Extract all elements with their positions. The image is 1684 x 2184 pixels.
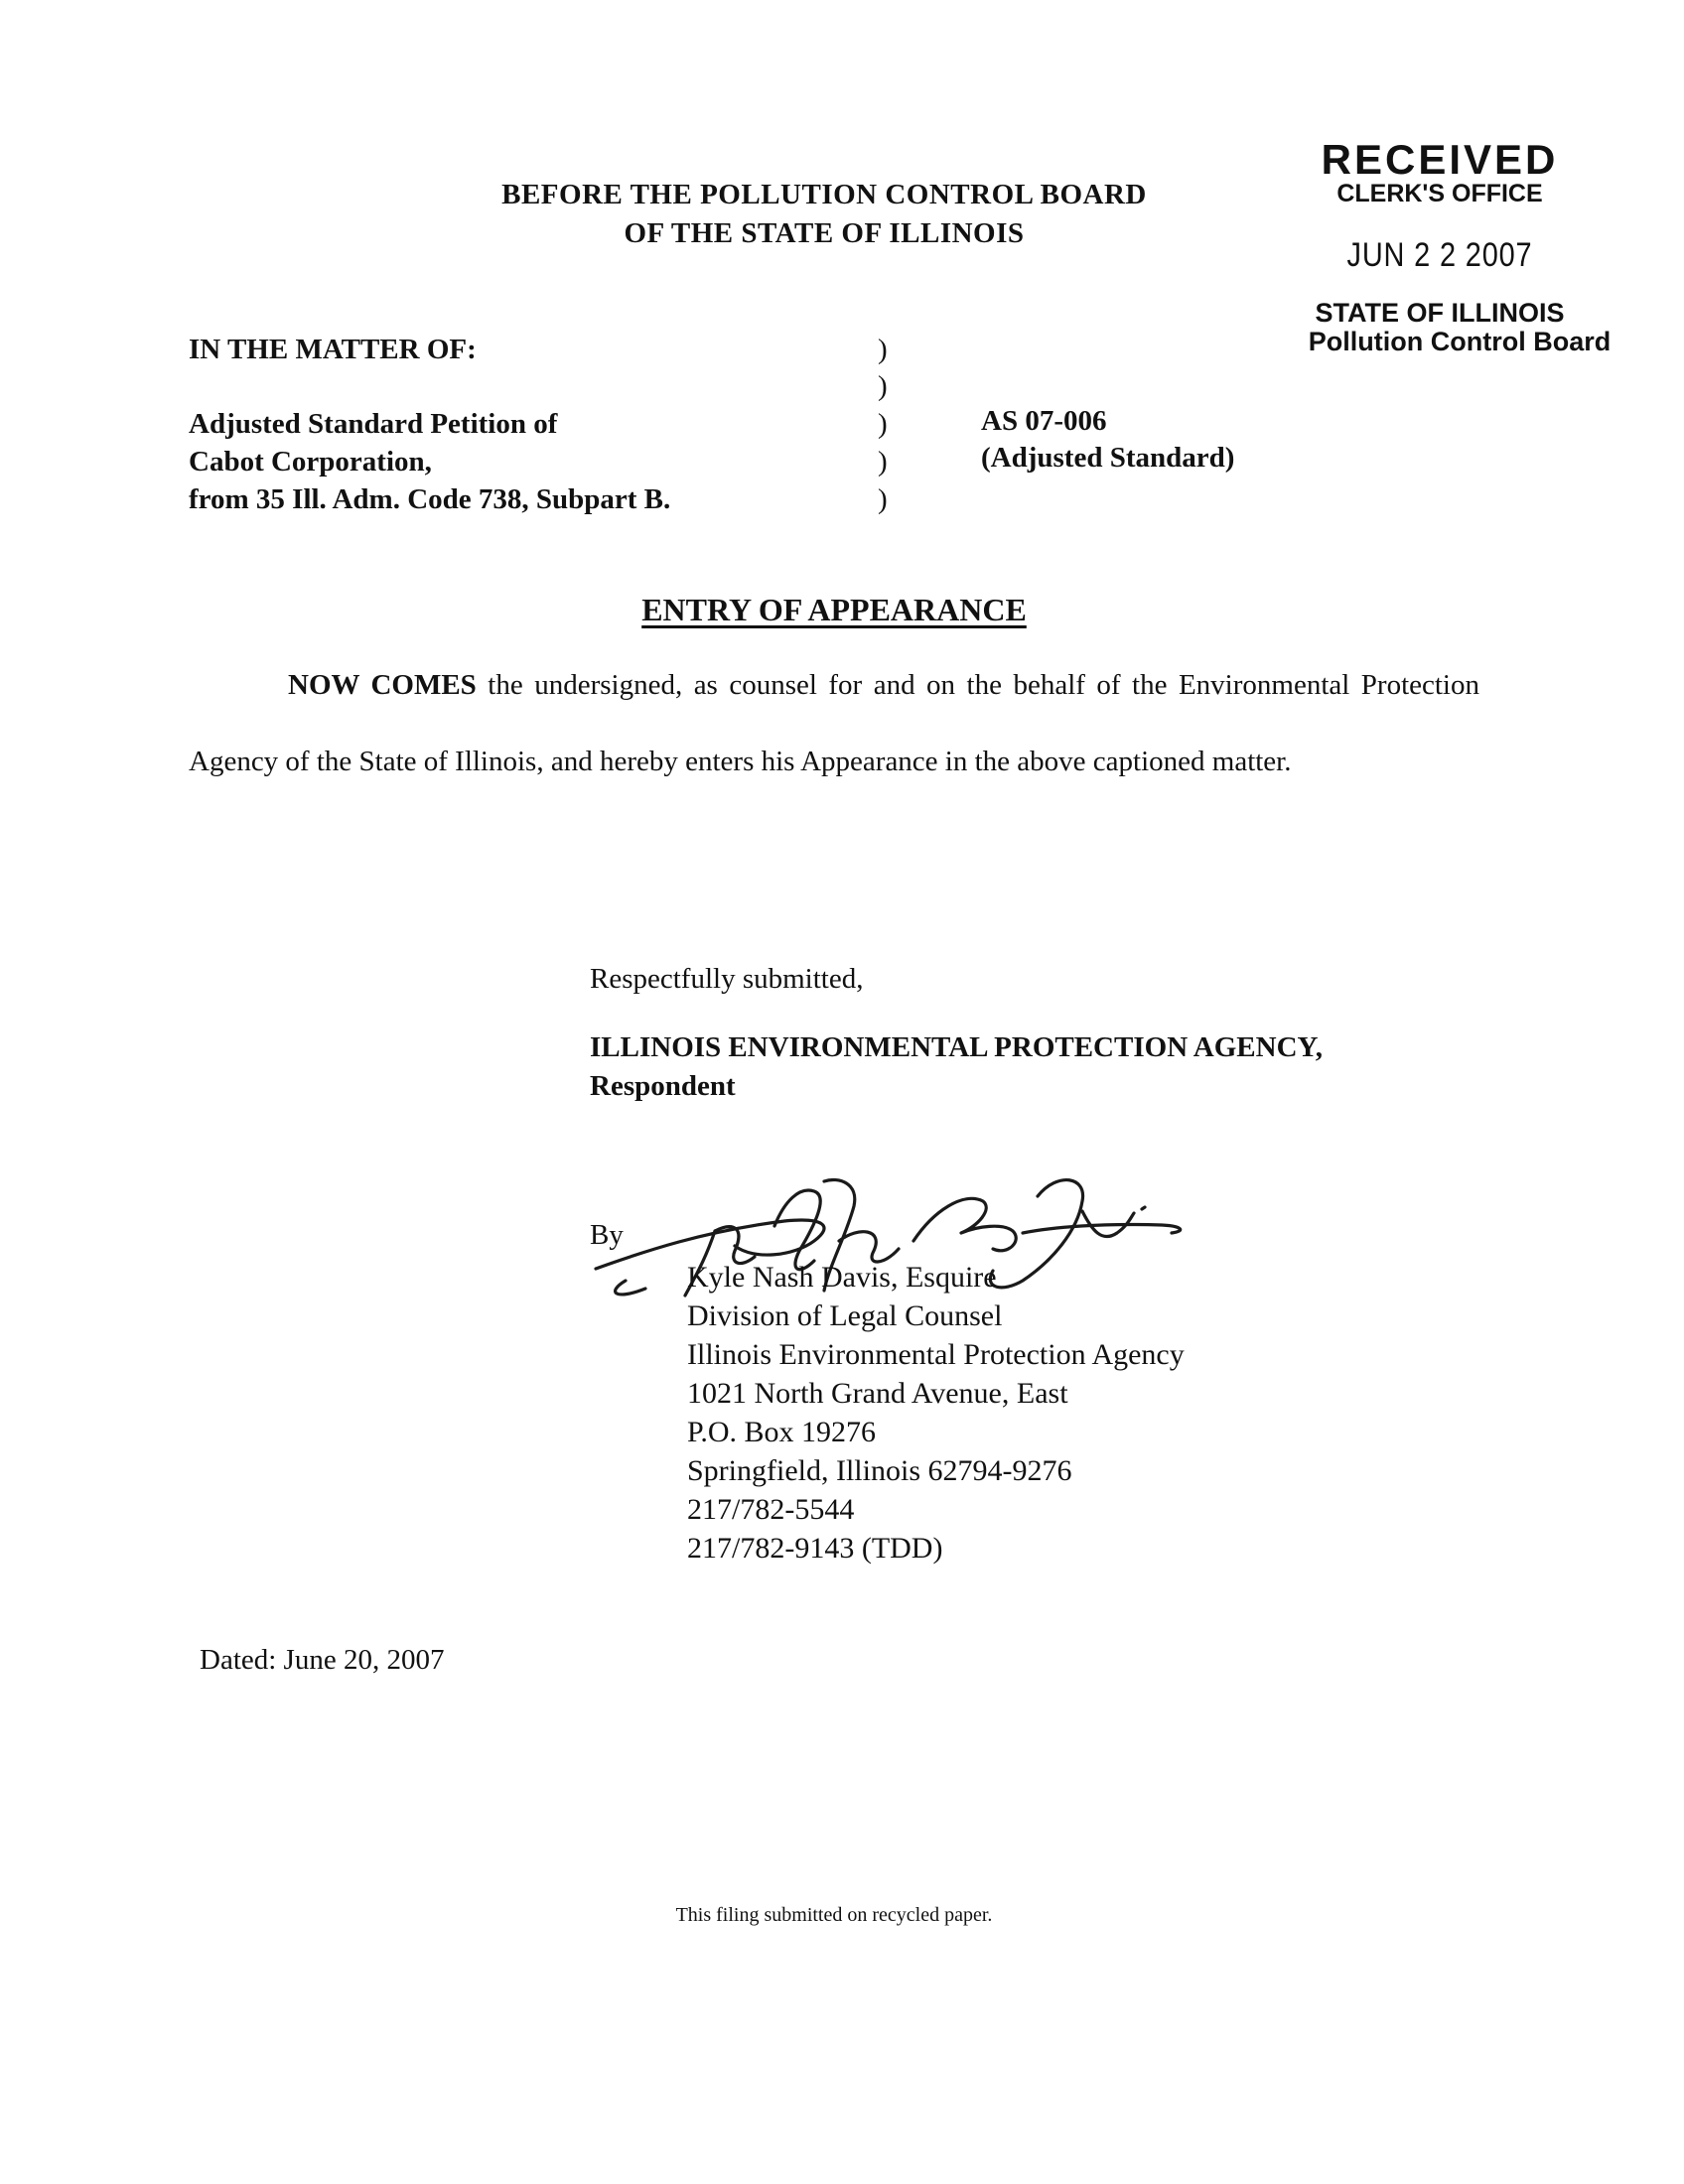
signer-address-block (687, 1258, 1185, 1568)
caption-paren: ) (878, 408, 888, 440)
caption-paren: ) (878, 370, 888, 402)
dated-line: Dated: June 20, 2007 (200, 1644, 445, 1676)
signer-street: 1021 North Grand Avenue, East (687, 1377, 1068, 1410)
signer-phone: 217/782-5544 (687, 1493, 855, 1526)
signature-stroke (1023, 1224, 1181, 1233)
signature-stroke (616, 1281, 645, 1295)
respondent-label: Respondent (590, 1070, 736, 1102)
agency-name: ILLINOIS ENVIRONMENTAL PROTECTION AGENCY, (590, 1031, 1324, 1063)
caption-paren: ) (878, 446, 888, 478)
signer-agency: Illinois Environmental Protection Agency (687, 1338, 1185, 1371)
petition-line-3: from 35 Ill. Adm. Code 738, Subpart B. (189, 483, 671, 515)
case-number: AS 07-006 (981, 405, 1107, 437)
caption-paren: ) (878, 483, 888, 515)
signer-po-box: P.O. Box 19276 (687, 1416, 877, 1448)
signature-stroke (913, 1198, 1016, 1250)
petition-line-2: Cabot Corporation, (189, 446, 432, 478)
body-text: the undersigned, as counsel for and on the behalf of the Environmental Protection Agency of the State of Illinois, and hereby enters his Appearance in the above captioned matter. (189, 669, 1479, 777)
stamp-board: Pollution Control Board (1308, 327, 1612, 357)
now-comes: NOW COMES (288, 669, 477, 701)
signer-tdd: 217/782-9143 (TDD) (687, 1532, 943, 1565)
stamp-received: RECEIVED (1321, 136, 1559, 183)
by-label: By (590, 1219, 624, 1251)
recycled-paper-note: This filing submitted on recycled paper. (675, 1904, 993, 1926)
stamp-date: JUN 2 2 2007 (1346, 235, 1533, 274)
in-the-matter-of: IN THE MATTER OF: (189, 334, 477, 365)
signature-stroke (1142, 1207, 1145, 1209)
case-type: (Adjusted Standard) (981, 442, 1235, 474)
court-heading-line1: BEFORE THE POLLUTION CONTROL BOARD (501, 179, 1147, 210)
respectfully-submitted: Respectfully submitted, (590, 963, 864, 995)
signer-city: Springfield, Illinois 62794-9276 (687, 1454, 1072, 1487)
signer-name: Kyle Nash Davis, Esquire (687, 1261, 997, 1294)
stamp-state: STATE OF ILLINOIS (1315, 297, 1565, 328)
caption-paren: ) (878, 334, 888, 365)
document-title: ENTRY OF APPEARANCE (641, 592, 1027, 627)
stamp-office: CLERK'S OFFICE (1336, 180, 1543, 207)
signer-division: Division of Legal Counsel (687, 1299, 1003, 1332)
received-stamp (1261, 136, 1618, 357)
court-heading-line2: OF THE STATE OF ILLINOIS (624, 217, 1025, 249)
body-paragraph (189, 647, 1479, 800)
petition-line-1: Adjusted Standard Petition of (189, 408, 558, 440)
